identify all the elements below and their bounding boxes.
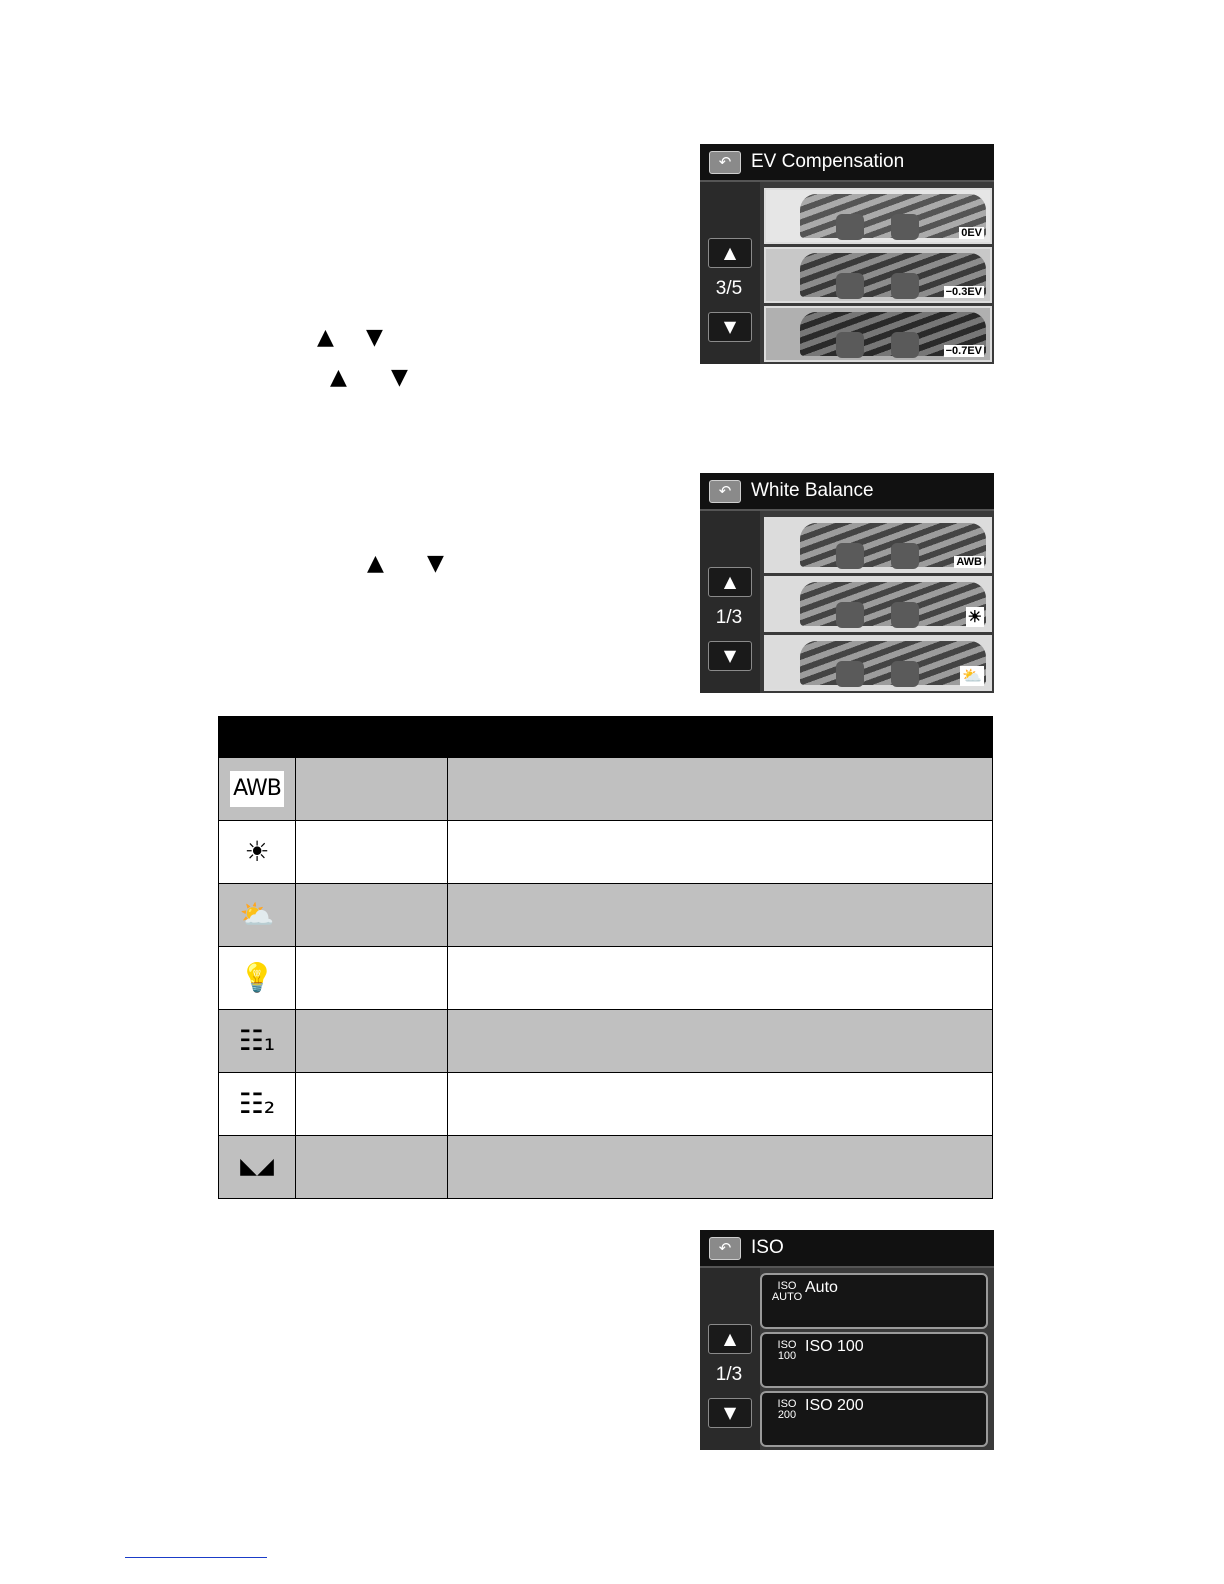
title-bar	[700, 1230, 994, 1268]
tungsten-icon: 💡	[239, 961, 275, 994]
back-icon[interactable]: ↶	[709, 151, 741, 174]
table-row	[219, 758, 993, 821]
awb-icon: AWB	[956, 556, 982, 568]
iso-screen	[700, 1230, 994, 1450]
up-arrow-icon: ▲	[330, 365, 347, 390]
table-row	[219, 1010, 993, 1073]
mode-cell	[296, 884, 448, 947]
back-icon[interactable]: ↶	[709, 480, 741, 503]
down-arrow-icon: ▼	[366, 325, 383, 350]
header-mode-cell	[296, 717, 448, 758]
description-cell	[448, 758, 993, 821]
daylight-icon: ☀	[967, 609, 982, 626]
scroll-up-button[interactable]: ▲	[708, 567, 752, 597]
iso-option-200[interactable]	[760, 1391, 988, 1447]
wb-option-cloudy[interactable]	[764, 635, 992, 691]
mode-cell	[296, 1073, 448, 1136]
iso-option-label: ISO 200	[805, 1397, 864, 1414]
table-header-row	[219, 717, 993, 758]
mode-cell	[296, 758, 448, 821]
daylight-icon: ☀	[244, 835, 270, 868]
wb-option-daylight[interactable]	[764, 576, 992, 632]
description-cell	[448, 884, 993, 947]
scroll-up-button[interactable]: ▲	[708, 238, 752, 268]
table-row	[219, 821, 993, 884]
ev-option-minus-0-3[interactable]	[764, 247, 992, 303]
table-row	[219, 947, 993, 1010]
ev-value-label: −0.7EV	[945, 345, 982, 357]
nav-column	[700, 1268, 760, 1450]
iso-option-label: Auto	[805, 1279, 838, 1296]
title-bar	[700, 144, 994, 182]
screen-title: EV Compensation	[751, 151, 905, 172]
table-row	[219, 1136, 993, 1199]
page-indicator: 1/3	[715, 1364, 743, 1385]
iso-option-100[interactable]	[760, 1332, 988, 1388]
title-bar	[700, 473, 994, 511]
table-row	[219, 1073, 993, 1136]
header-description-cell	[448, 717, 993, 758]
page-indicator: 1/3	[715, 607, 743, 628]
mode-cell	[296, 1010, 448, 1073]
header-icon-cell	[219, 717, 296, 758]
screen-title: ISO	[751, 1237, 784, 1258]
iso-200-icon: ISO 200	[777, 1398, 797, 1421]
table-row	[219, 884, 993, 947]
white-balance-table	[218, 716, 993, 1199]
down-arrow-icon: ▼	[427, 551, 444, 576]
scroll-down-button[interactable]: ▼	[708, 1398, 752, 1428]
scroll-up-button[interactable]: ▲	[708, 1324, 752, 1354]
custom-wb-icon: ◣◢	[240, 1154, 274, 1179]
nav-column	[700, 182, 760, 364]
up-arrow-icon: ▲	[367, 551, 384, 576]
up-arrow-icon: ▲	[317, 325, 334, 350]
white-balance-screen	[700, 473, 994, 693]
ev-compensation-screen	[700, 144, 994, 364]
nav-column	[700, 511, 760, 693]
scroll-down-button[interactable]: ▼	[708, 641, 752, 671]
screen-title: White Balance	[751, 480, 874, 501]
ev-value-label: 0EV	[961, 227, 982, 239]
iso-option-label: ISO 100	[805, 1338, 864, 1355]
description-cell	[448, 947, 993, 1010]
description-cell	[448, 1010, 993, 1073]
cloudy-icon: ⛅	[239, 898, 275, 931]
ev-option-0ev[interactable]	[764, 188, 992, 244]
iso-option-auto[interactable]	[760, 1273, 988, 1329]
down-arrow-icon: ▼	[391, 365, 408, 390]
description-cell	[448, 821, 993, 884]
iso-auto-icon: ISO AUTO	[771, 1280, 803, 1303]
cloudy-icon: ⛅	[962, 668, 982, 685]
wb-option-awb[interactable]	[764, 517, 992, 573]
page-indicator: 3/5	[715, 278, 743, 299]
mode-cell	[296, 947, 448, 1010]
back-icon[interactable]: ↶	[709, 1237, 741, 1260]
ev-option-minus-0-7[interactable]	[764, 306, 992, 362]
description-cell	[448, 1073, 993, 1136]
footer-link-underline[interactable]	[125, 1557, 267, 1558]
description-cell	[448, 1136, 993, 1199]
ev-value-label: −0.3EV	[945, 286, 982, 298]
awb-icon: AWB	[230, 771, 284, 807]
fluorescent2-icon: ☷₂	[238, 1087, 276, 1120]
mode-cell	[296, 821, 448, 884]
mode-cell	[296, 1136, 448, 1199]
scroll-down-button[interactable]: ▼	[708, 312, 752, 342]
iso-100-icon: ISO 100	[777, 1339, 797, 1362]
fluorescent1-icon: ☷₁	[238, 1024, 276, 1057]
